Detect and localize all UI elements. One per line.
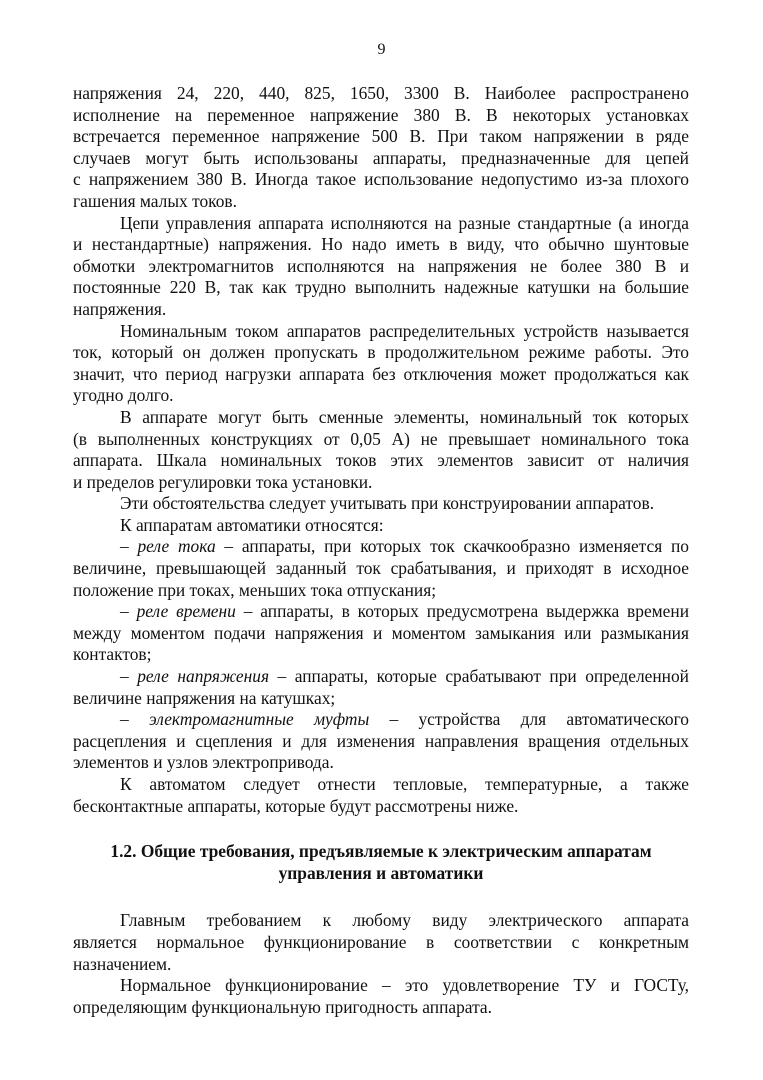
requirements-section [73, 910, 689, 1018]
automation-devices-list [73, 536, 689, 774]
list-definition: – устройства для автоматического [369, 709, 689, 730]
text-line: (в выполненных конструкциях от 0,05 А) не превышает номинального тока [73, 428, 689, 449]
text-line: определяющим функциональную пригодность аппарата. [73, 996, 492, 1017]
list-definition: – аппараты, которые срабатывают при определенной [269, 666, 689, 687]
text-line: величине напряжения на катушках; [73, 687, 336, 708]
text-line: исполнение на переменное напряжение 380 В. В некоторых установках [73, 104, 689, 125]
text-line: Эти обстоятельства следует учитывать при конструировании аппаратов. [120, 493, 655, 514]
paragraph [73, 910, 689, 975]
text-line: угодно долго. [73, 385, 174, 406]
list-term: электромагнитные муфты [148, 709, 370, 730]
section-heading [73, 841, 689, 884]
list-dash: – [120, 709, 149, 730]
text-line: значит, что период нагрузки аппарата без отключения может продолжаться как [73, 363, 689, 384]
text-line: между моментом подачи напряжения и моментом замыкания или размыкания [73, 622, 689, 643]
text-line: величине, превышающей заданный ток срабатывания, и приходят в исходное [73, 558, 689, 579]
text-line: В аппарате могут быть сменные элементы, номинальный ток которых [120, 406, 689, 427]
list-item [73, 709, 689, 774]
text-line: и пределов регулировки тока установки. [73, 471, 373, 492]
list-term: реле времени [136, 601, 236, 622]
paragraph [73, 515, 689, 537]
text-line: гашения малых токов. [73, 190, 237, 211]
text-line [73, 536, 689, 558]
list-dash: – [120, 666, 138, 687]
text-line: К аппаратам автоматики относятся: [120, 514, 384, 535]
closing-paragraph [73, 774, 689, 817]
list-item [73, 536, 689, 601]
paragraph [73, 774, 689, 817]
text-line: назначением. [73, 953, 172, 974]
text-line: положение при токах, меньших тока отпускания; [73, 579, 437, 600]
text-line: расцепления и сцепления и для изменения направления вращения отдельных [73, 730, 689, 751]
text-line: контактов; [73, 644, 152, 665]
text-line: обмотки электромагнитов исполняются на напряжения не более 380 В и [73, 255, 689, 276]
paragraph [73, 407, 689, 493]
list-term: реле тока [137, 536, 216, 557]
text-line: К автоматом следует отнести тепловые, температурные, а также [120, 774, 689, 794]
text-line [73, 666, 689, 688]
list-item [73, 666, 689, 709]
section-heading-line-1: 1.2. Общие требования, предъявляемые к электрическим аппаратам [110, 841, 652, 862]
text-line: Главным требованием к любому виду электрического аппарата [120, 910, 689, 931]
paragraph [73, 213, 689, 321]
text-line: с напряжением 380 В. Иногда такое использование недопустимо из-за плохого [73, 169, 689, 190]
page-number: 9 [377, 41, 386, 58]
text-line: является нормальное функционирование в соответствии с конкретным [73, 931, 689, 952]
text-line [73, 601, 689, 623]
paragraph [73, 975, 689, 1018]
text-line: бесконтактные аппараты, которые будут рассмотрены ниже. [73, 795, 519, 816]
text-line: напряжения. [73, 298, 167, 319]
text-line: Нормальное функционирование – это удовлетворение ТУ и ГОСТу, [120, 975, 689, 996]
text-line: Цепи управления аппарата исполняются на разные стандартные (а иногда [120, 212, 689, 233]
text-line: Номинальным током аппаратов распределительных устройств называется [120, 320, 689, 341]
text-line: аппарата. Шкала номинальных токов этих элементов зависит от наличия [73, 450, 689, 471]
list-dash: – [120, 536, 138, 557]
text-line [73, 709, 689, 731]
section-heading-line-2: управления и автоматики [278, 862, 484, 883]
paragraph [73, 493, 689, 515]
list-definition: – аппараты, при которых ток скачкообразно изменяется по [215, 536, 689, 557]
paragraph [73, 321, 689, 407]
text-line: встречается переменное напряжение 500 В. При таком напряжении в ряде [73, 126, 689, 147]
list-item [73, 601, 689, 666]
document-body [73, 83, 689, 1018]
list-definition: – аппараты, в которых предусмотрена выдержка времени [235, 601, 689, 622]
list-term: реле напряжения [137, 666, 270, 687]
text-line: случаев могут быть использованы аппараты, предназначенные для цепей [73, 147, 689, 168]
text-line: и нестандартные) напряжения. Но надо иметь в виду, что обычно шунтовые [73, 234, 689, 255]
list-dash: – [120, 601, 137, 622]
body-text-section [73, 83, 689, 536]
text-line: постоянные 220 В, так как трудно выполнить надежные катушки на большие [73, 277, 689, 298]
text-line: ток, который он должен пропускать в продолжительном режиме работы. Это [73, 342, 689, 363]
text-line: напряжения 24, 220, 440, 825, 1650, 3300 В. Наиболее распространено [73, 83, 689, 103]
paragraph [73, 83, 689, 213]
text-line: элементов и узлов электропривода. [73, 752, 334, 773]
